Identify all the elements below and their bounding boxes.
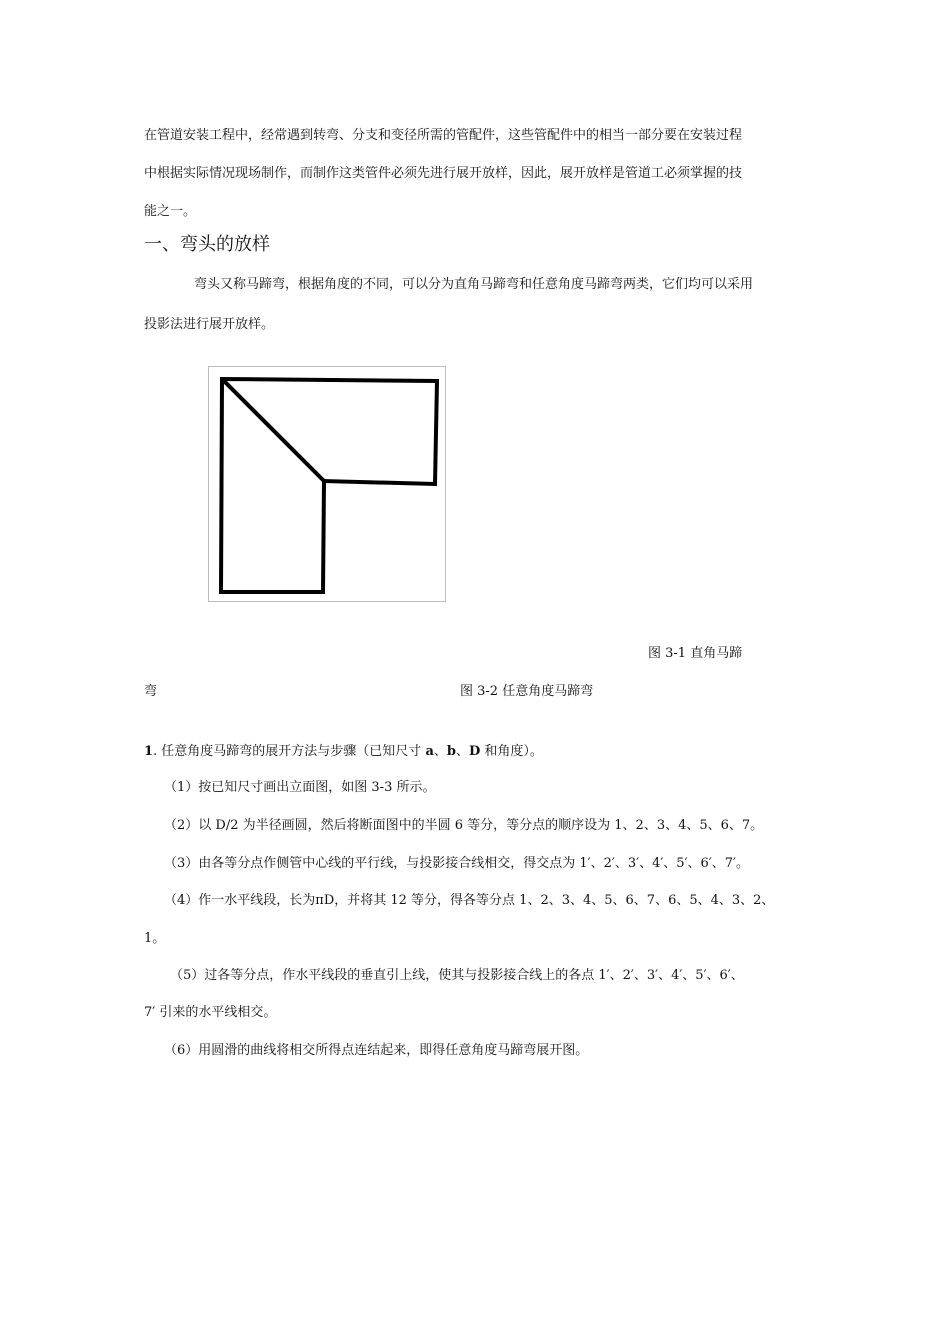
step-6: （6）用圆滑的曲线将相交所得点连结起来，即得任意角度马蹄弯展开图。	[164, 1043, 589, 1058]
step-5: （5）过各等分点，作水平线段的垂直引上线，使其与投影接合线上的各点 1′、2′、3′、4′、5′、6′、	[170, 968, 744, 983]
section-para-line-1: 弯头又称马蹄弯，根据角度的不同，可以分为直角马蹄弯和任意角度马蹄弯两类，它们均可以采用	[194, 277, 754, 292]
figure-3-1-caption-wrap: 弯	[144, 684, 158, 699]
section-heading: 一、弯头的放样	[144, 234, 270, 255]
method-number: 1	[144, 744, 154, 759]
step-1: （1）按已知尺寸画出立面图，如图 3-3 所示。	[164, 780, 436, 795]
intro-line-2: 中根据实际情况现场制作，而制作这类管件必须先进行展开放样，因此，展开放样是管道工必须掌握的技	[144, 166, 743, 181]
elbow-diagram	[209, 367, 447, 603]
section-para-line-2: 投影法进行展开放样。	[144, 317, 275, 332]
step-3: （3）由各等分点作侧管中心线的平行线，与投影接合线相交，得交点为 1′、2′、3′、4′、5′、6′、7′。	[164, 856, 749, 871]
right-angle-elbow-figure	[208, 366, 446, 602]
step-4: （4）作一水平线段，长为πD，并将其 12 等分，得各等分点 1、2、3、4、5、6、7、6、5、4、3、2、	[164, 893, 775, 908]
dim-a: a	[425, 744, 434, 759]
dim-b: b	[446, 744, 456, 759]
step-5-wrap: 7′ 引来的水平线相交。	[144, 1005, 277, 1020]
figure-3-2-caption: 图 3-2 任意角度马蹄弯	[460, 684, 594, 699]
step-2: （2）以 D/2 为半径画圆，然后将断面图中的半圆 6 等分，等分点的顺序设为 1、2、3、4、5、6、7。	[164, 818, 764, 833]
method-title: 1. 任意角度马蹄弯的展开方法与步骤（已知尺寸 a、b、D 和角度）。	[144, 744, 543, 759]
intro-line-3: 能之一。	[144, 204, 197, 219]
dim-d: D	[469, 744, 481, 759]
figure-3-1-caption: 图 3-1 直角马蹄	[648, 646, 743, 661]
elbow-miter-line	[222, 379, 324, 481]
step-4-wrap: 1。	[144, 931, 166, 946]
intro-line-1: 在管道安装工程中，经常遇到转弯、分支和变径所需的管配件，这些管配件中的相当一部分要在安装过程	[144, 128, 743, 143]
